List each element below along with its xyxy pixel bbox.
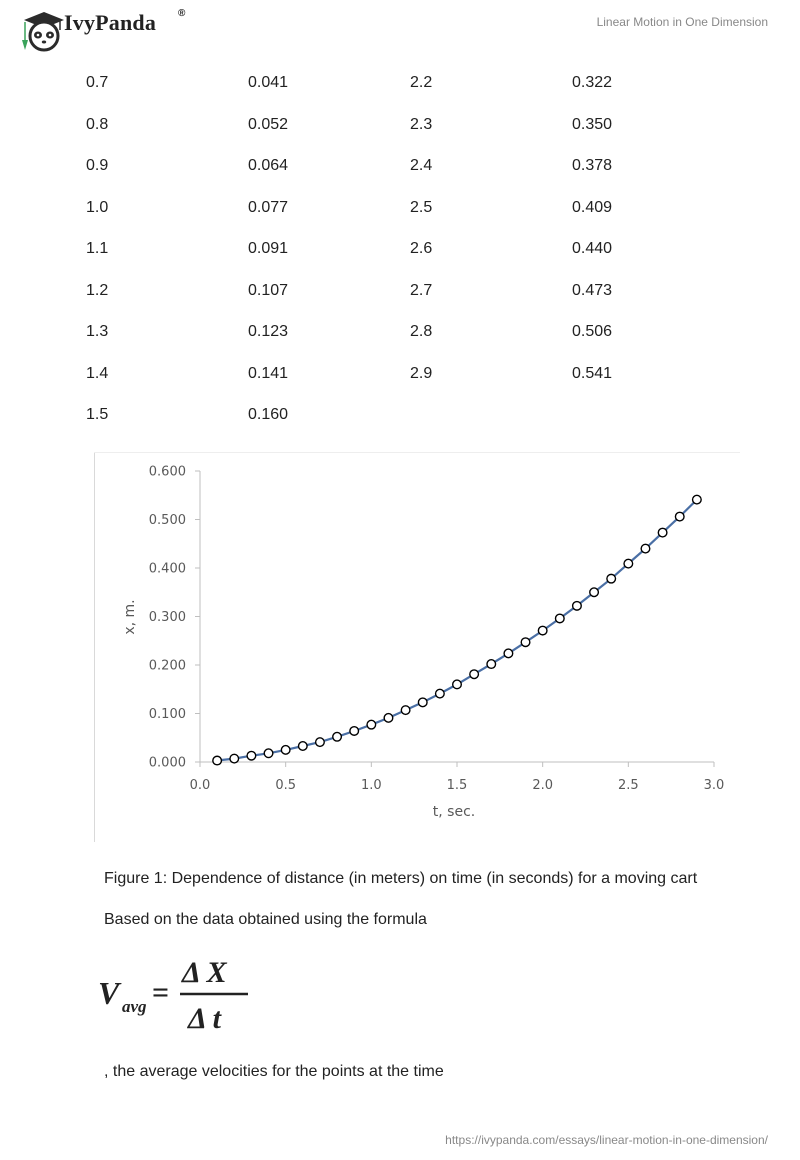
table-cell: 0.350 xyxy=(572,116,613,133)
table-cell: 2.2 xyxy=(410,74,433,91)
formula-lhs: V xyxy=(98,975,120,1011)
table-cell: 0.7 xyxy=(86,74,109,91)
data-point xyxy=(333,732,342,741)
table-cell: 0.107 xyxy=(248,282,289,299)
data-point xyxy=(521,638,530,647)
table-cell: 0.473 xyxy=(572,282,613,299)
figure-caption: Figure 1: Dependence of distance (in meters) on time (in seconds) for a moving cart xyxy=(104,870,698,887)
table-row xyxy=(0,282,800,302)
data-point xyxy=(453,680,462,689)
document-title: Linear Motion in One Dimension xyxy=(596,15,768,29)
table-cell: 0.141 xyxy=(248,365,289,382)
y-tick-label: 0.100 xyxy=(148,707,186,722)
table-row xyxy=(0,199,800,219)
data-point xyxy=(658,528,667,537)
series-line xyxy=(217,500,697,761)
data-point xyxy=(487,660,496,669)
formula-numerator: Δ X xyxy=(182,956,227,989)
x-tick-label: 1.0 xyxy=(360,778,382,793)
table-cell: 2.4 xyxy=(410,157,433,174)
formula-denominator: Δ t xyxy=(188,1002,221,1035)
formula-equals: = xyxy=(152,976,170,1009)
table-cell: 1.4 xyxy=(86,365,109,382)
table-row xyxy=(0,74,800,94)
table-cell: 2.8 xyxy=(410,323,433,340)
data-point xyxy=(247,751,256,760)
data-point xyxy=(624,559,633,568)
data-point xyxy=(538,626,547,635)
table-cell: 0.440 xyxy=(572,240,613,257)
data-point xyxy=(264,749,273,758)
y-tick-label: 0.400 xyxy=(148,561,186,577)
data-point xyxy=(556,614,565,623)
paragraph: , the average velocities for the points at the time xyxy=(104,1063,444,1080)
x-tick-label: 0.5 xyxy=(275,778,297,793)
x-tick-label: 2.0 xyxy=(532,778,554,793)
x-tick-label: 0.0 xyxy=(189,778,211,793)
table-cell: 0.091 xyxy=(248,240,289,257)
table-row xyxy=(0,116,800,136)
table-row xyxy=(0,323,800,343)
table-cell: 0.077 xyxy=(248,199,289,216)
y-tick-label: 0.000 xyxy=(148,755,186,771)
data-point xyxy=(350,727,359,736)
table-cell: 2.9 xyxy=(410,365,433,382)
table-cell: 0.160 xyxy=(248,406,289,423)
table-cell: 1.3 xyxy=(86,323,109,340)
table-cell: 0.123 xyxy=(248,323,289,340)
data-point xyxy=(316,738,325,747)
data-point xyxy=(299,742,308,751)
table-cell: 2.6 xyxy=(410,240,433,257)
logo-text: IvyPanda xyxy=(64,10,157,35)
table-row xyxy=(0,157,800,177)
y-tick-label: 0.500 xyxy=(148,513,186,528)
table-cell: 0.506 xyxy=(572,323,613,340)
distance-time-chart xyxy=(94,452,740,842)
data-point xyxy=(436,689,445,698)
table-cell: 1.0 xyxy=(86,199,109,216)
table-cell: 1.2 xyxy=(86,282,109,299)
table-cell: 0.9 xyxy=(86,157,109,174)
x-tick-label: 2.5 xyxy=(617,778,639,793)
y-tick-label: 0.300 xyxy=(148,610,186,625)
data-point xyxy=(384,714,393,723)
table-cell: 2.5 xyxy=(410,199,433,216)
data-point xyxy=(401,706,410,715)
data-point xyxy=(693,495,702,504)
velocity-formula xyxy=(96,952,256,1038)
data-point xyxy=(470,670,479,679)
table-cell: 0.378 xyxy=(572,157,613,174)
table-cell: 0.041 xyxy=(248,74,289,91)
paragraph: Based on the data obtained using the formula xyxy=(104,911,427,928)
data-point xyxy=(281,746,290,755)
table-cell: 0.409 xyxy=(572,199,613,216)
data-point xyxy=(573,602,582,611)
data-point xyxy=(641,544,650,553)
logo-registered-mark: ® xyxy=(178,8,186,19)
table-row xyxy=(0,406,800,426)
data-point xyxy=(504,649,513,658)
table-cell: 2.3 xyxy=(410,116,433,133)
table-cell: 0.064 xyxy=(248,157,289,174)
formula-subscript: avg xyxy=(122,997,147,1016)
x-tick-label: 1.5 xyxy=(446,778,468,793)
table-cell: 1.1 xyxy=(86,240,109,257)
table-cell: 0.541 xyxy=(572,365,613,382)
data-point xyxy=(418,698,427,707)
data-point xyxy=(230,754,239,763)
data-point xyxy=(590,588,599,597)
table-row xyxy=(0,240,800,260)
x-tick-label: 3.0 xyxy=(703,778,725,793)
table-cell: 2.7 xyxy=(410,282,433,299)
table-cell: 0.8 xyxy=(86,116,109,133)
data-point xyxy=(607,574,616,583)
data-point xyxy=(213,756,222,765)
table-cell: 0.052 xyxy=(248,116,289,133)
y-axis-label: x, m. xyxy=(122,599,138,635)
data-point xyxy=(367,720,376,729)
table-row xyxy=(0,365,800,385)
table-cell: 0.322 xyxy=(572,74,613,91)
y-tick-label: 0.600 xyxy=(148,464,186,480)
table-cell: 1.5 xyxy=(86,406,109,423)
y-tick-label: 0.200 xyxy=(148,658,186,674)
x-axis-label: t, sec. xyxy=(432,804,476,820)
footer-url-link[interactable]: https://ivypanda.com/essays/linear-motion-in-one-dimension/ xyxy=(445,1133,768,1147)
data-point xyxy=(675,512,684,521)
